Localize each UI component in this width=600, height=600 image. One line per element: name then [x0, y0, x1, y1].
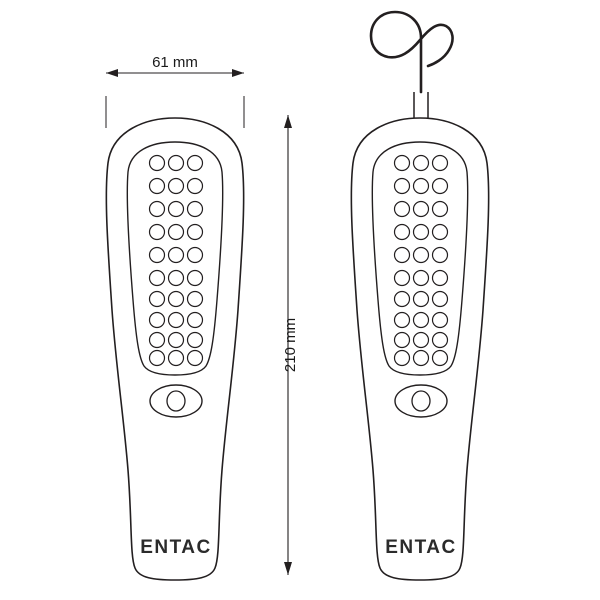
led [414, 202, 429, 217]
led [150, 271, 165, 286]
led [395, 248, 410, 263]
led [433, 333, 448, 348]
led [169, 179, 184, 194]
led [414, 248, 429, 263]
hook-curve [371, 12, 453, 92]
width-label: 61 mm [152, 54, 198, 71]
led [169, 156, 184, 171]
led [188, 292, 203, 307]
led [395, 225, 410, 240]
width-arrow-left [106, 69, 118, 77]
led [169, 202, 184, 217]
height-dimension [282, 115, 299, 575]
led [433, 271, 448, 286]
led [169, 351, 184, 366]
led [150, 292, 165, 307]
led [433, 202, 448, 217]
led [169, 248, 184, 263]
led [188, 351, 203, 366]
width-arrow-right [232, 69, 244, 77]
led [188, 179, 203, 194]
led [414, 179, 429, 194]
led [433, 225, 448, 240]
led [395, 271, 410, 286]
led [150, 333, 165, 348]
led [188, 225, 203, 240]
front-led-array [150, 156, 203, 366]
power-button[interactable] [395, 385, 447, 417]
led [414, 225, 429, 240]
led [150, 351, 165, 366]
led [150, 156, 165, 171]
led [414, 271, 429, 286]
led [395, 179, 410, 194]
led [169, 313, 184, 328]
led [414, 313, 429, 328]
hanging-hook-icon [371, 12, 453, 120]
led [150, 248, 165, 263]
height-label: 210 mm [282, 317, 299, 373]
led [433, 156, 448, 171]
led [433, 351, 448, 366]
led [414, 351, 429, 366]
led [188, 333, 203, 348]
led [395, 202, 410, 217]
rear-led-array [395, 156, 448, 366]
led [188, 271, 203, 286]
led [395, 156, 410, 171]
width-dimension [106, 54, 244, 128]
height-arrow-top [284, 115, 292, 128]
led [188, 313, 203, 328]
led [433, 248, 448, 263]
led [395, 313, 410, 328]
height-arrow-bottom [284, 562, 292, 575]
led [395, 351, 410, 366]
led [414, 333, 429, 348]
led [188, 248, 203, 263]
led [433, 313, 448, 328]
led [169, 333, 184, 348]
led [414, 156, 429, 171]
brand-label-front: ENTAC [140, 537, 212, 558]
power-button[interactable] [150, 385, 202, 417]
power-button-inner[interactable] [412, 391, 430, 411]
led [150, 225, 165, 240]
led [414, 292, 429, 307]
led [395, 333, 410, 348]
led [169, 225, 184, 240]
led [188, 156, 203, 171]
led [433, 179, 448, 194]
led [150, 313, 165, 328]
power-button-inner[interactable] [167, 391, 185, 411]
led [150, 179, 165, 194]
led [150, 202, 165, 217]
brand-label-rear: ENTAC [385, 537, 457, 558]
led [169, 271, 184, 286]
led [395, 292, 410, 307]
led [169, 292, 184, 307]
front-view [106, 118, 243, 580]
rear-view [351, 12, 488, 580]
led [188, 202, 203, 217]
led [433, 292, 448, 307]
